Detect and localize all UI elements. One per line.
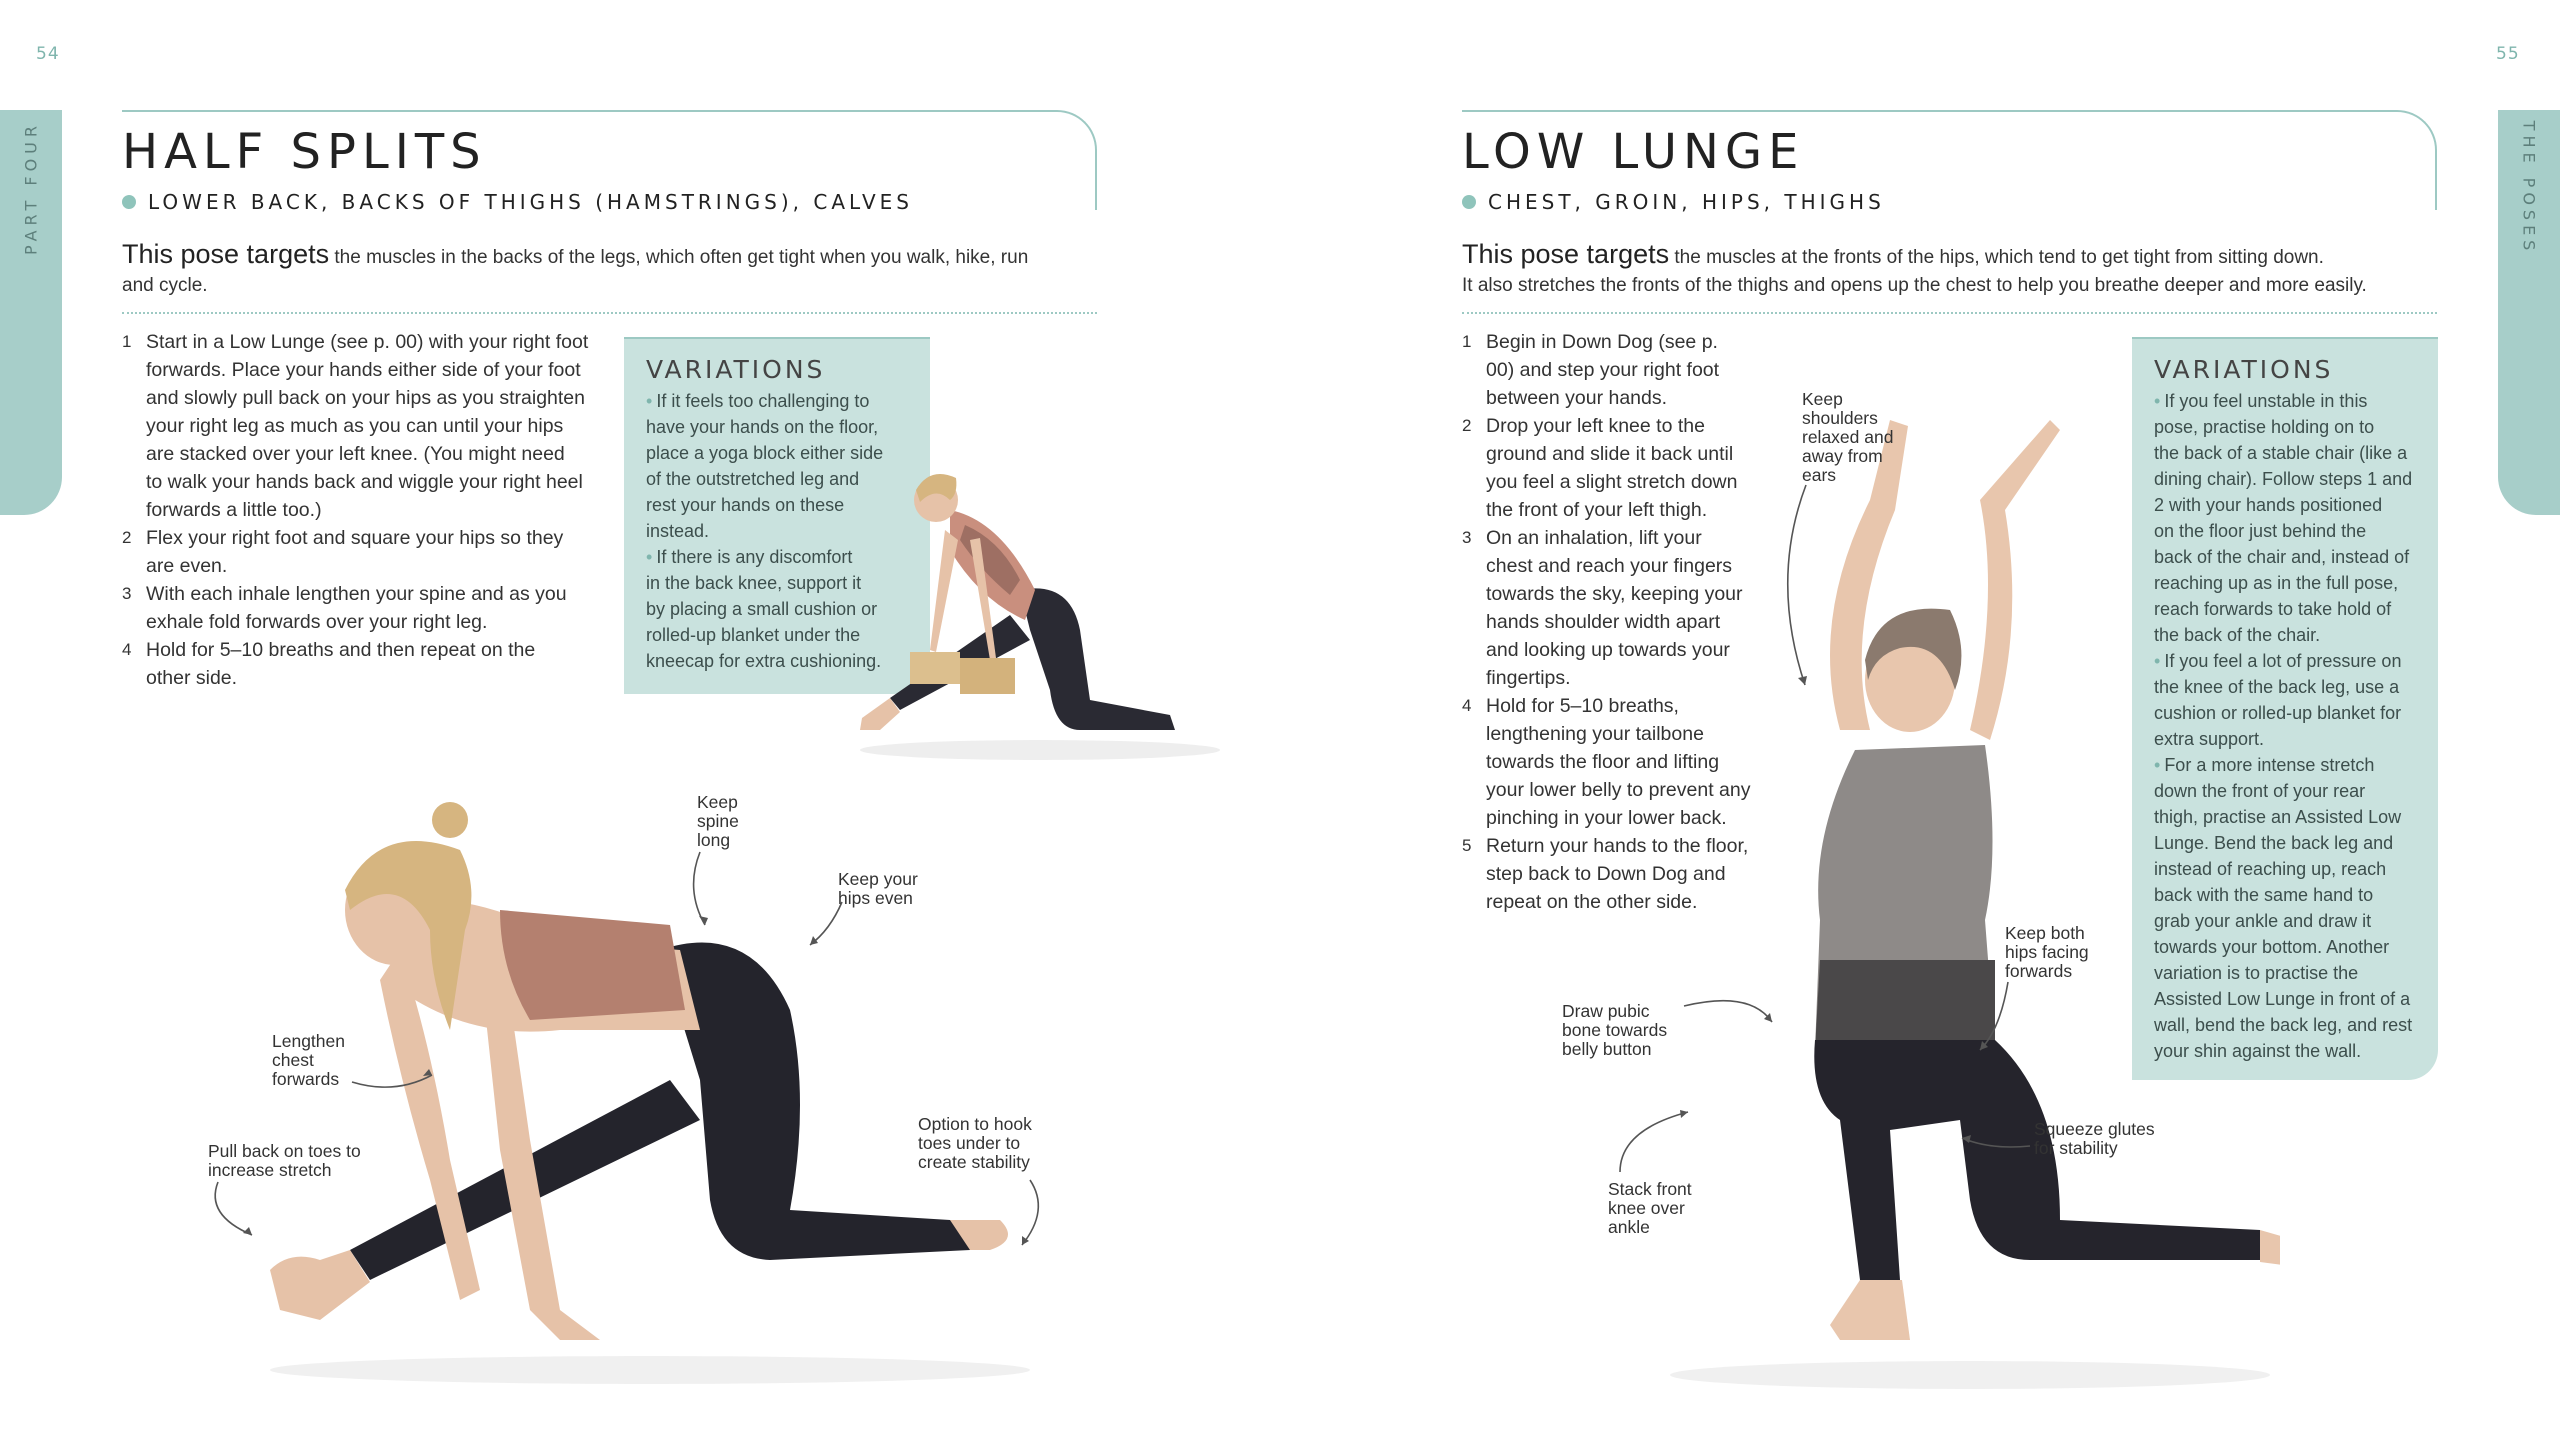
- step-number: 2: [1462, 416, 1472, 435]
- intro-lead: This pose targets: [122, 239, 330, 269]
- step-line: fingertips.: [1486, 667, 1571, 689]
- step-line: ground and slide it back until: [1486, 443, 1734, 465]
- step-line: On an inhalation, lift your: [1486, 527, 1702, 549]
- variation-item: • If it feels too challenging to have your hands on the floor, place a yoga block either side of the outstretched leg and rest your hands on these instead.: [646, 391, 884, 541]
- step-line: Begin in Down Dog (see p.: [1486, 331, 1718, 353]
- intro-line: and cycle.: [122, 275, 208, 296]
- variation-item: • If you feel a lot of pressure on the knee of the back leg, use a cushion or rolled-up blanket for extra support.: [2154, 651, 2402, 749]
- step-line: Flex your right foot and square your hips so they: [146, 527, 564, 549]
- intro-line: the muscles at the fronts of the hips, which tend to get tight from sitting down.: [1674, 247, 2324, 268]
- target-areas: LOWER BACK, BACKS OF THIGHS (HAMSTRINGS), CALVES: [148, 190, 913, 214]
- intro-line: It also stretches the fronts of the thighs and opens up the chest to help you breathe deeper and more easily.: [1462, 275, 2367, 296]
- step-line: step back to Down Dog and: [1486, 863, 1726, 885]
- callout-pubic: Draw pubic bone towards belly button: [1562, 1001, 1668, 1059]
- intro-line: the muscles in the backs of the legs, which often get tight when you walk, hike, run: [334, 247, 1029, 268]
- step-line: are stacked over your left knee. (You might need: [146, 443, 565, 465]
- variation-item: • For a more intense stretch down the front of your rear thigh, practise an Assisted Low Lunge. Bend the back leg and instead of reaching up, reach back with the same hand to grab your ankle and draw it towards your bottom. Another variation is to practise the Assisted Low Lunge in front of a wall, bend the back leg, and rest your shin against the wall.: [2154, 755, 2413, 1061]
- callout-knee: Stack front knee over ankle: [1608, 1179, 1692, 1237]
- callout-toes: Pull back on toes to increase stretch: [208, 1141, 361, 1180]
- step-line: and looking up towards your: [1486, 639, 1730, 661]
- step-line: your lower belly to prevent any: [1486, 779, 1751, 801]
- side-tab-label: PART FOUR: [21, 120, 41, 255]
- variation-item: • If there is any discomfort in the back knee, support it by placing a small cushion or rolled-up blanket under the kneecap for extra cushioning.: [646, 547, 882, 671]
- variation-item: • If you feel unstable in this pose, practise holding on to the back of a stable chair (like a dining chair). Follow steps 1 and 2 with your hands positioned on the floor just behind the back of the chair and, instead of reaching up as in the full pose, reach forwards to take hold of the back of the chair.: [2154, 391, 2413, 645]
- step-line: forwards a little too.): [146, 499, 322, 521]
- pose-title: LOW LUNGE: [1462, 124, 1805, 180]
- step-number: 5: [1462, 836, 1472, 855]
- step-line: hands shoulder width apart: [1486, 611, 1721, 633]
- step-number: 3: [1462, 528, 1472, 547]
- step-line: exhale fold forwards over your right leg.: [146, 611, 488, 633]
- step-line: With each inhale lengthen your spine and as you: [146, 583, 567, 605]
- step-line: forwards. Place your hands either side of your foot: [146, 359, 581, 381]
- variations-title: VARIATIONS: [2154, 355, 2334, 384]
- step-line: other side.: [146, 667, 238, 689]
- callout-hook: Option to hook toes under to create stability: [918, 1114, 1032, 1172]
- step-line: towards the sky, keeping your: [1486, 583, 1743, 605]
- step-line: chest and reach your fingers: [1486, 555, 1733, 577]
- step-number: 1: [122, 332, 132, 351]
- step-line: Return your hands to the floor,: [1486, 835, 1749, 857]
- step-number: 2: [122, 528, 132, 547]
- step-line: lengthening your tailbone: [1486, 723, 1704, 745]
- callout-shoulders: Keep shoulders relaxed and away from ears: [1802, 389, 1894, 485]
- target-areas: CHEST, GROIN, HIPS, THIGHS: [1488, 190, 1885, 214]
- variations-title: VARIATIONS: [646, 355, 826, 384]
- step-line: to walk your hands back and wiggle your right heel: [146, 471, 583, 493]
- callout-spine: Keep spine long: [697, 792, 739, 850]
- side-tab-label: THE POSES: [2519, 120, 2539, 255]
- step-number: 3: [122, 584, 132, 603]
- callout-glutes: Squeeze glutes for stability: [2034, 1119, 2155, 1158]
- step-line: Drop your left knee to the: [1486, 415, 1705, 437]
- step-line: Hold for 5–10 breaths,: [1486, 695, 1679, 717]
- step-number: 4: [122, 640, 132, 659]
- callout-chest: Lengthen chest forwards: [272, 1031, 345, 1089]
- step-line: and slowly pull back on your hips as you straighten: [146, 387, 585, 409]
- step-line: your right leg as much as you can until your hips: [146, 415, 564, 437]
- step-number: 4: [1462, 696, 1472, 715]
- step-line: Hold for 5–10 breaths and then repeat on the: [146, 639, 536, 661]
- intro-lead: This pose targets: [1462, 239, 1670, 269]
- callout-hips: Keep your hips even: [838, 869, 918, 908]
- page-number-right: 55: [2496, 44, 2520, 64]
- callout-hips: Keep both hips facing forwards: [2005, 923, 2089, 981]
- step-number: 1: [1462, 332, 1472, 351]
- step-line: the front of your left thigh.: [1486, 499, 1708, 521]
- step-line: repeat on the other side.: [1486, 891, 1698, 913]
- step-line: between your hands.: [1486, 387, 1668, 409]
- step-line: you feel a slight stretch down: [1486, 471, 1738, 493]
- step-line: pinching in your lower back.: [1486, 807, 1727, 829]
- page-number-left: 54: [36, 44, 60, 64]
- pose-title: HALF SPLITS: [122, 124, 487, 180]
- step-line: towards the floor and lifting: [1486, 751, 1720, 773]
- step-line: are even.: [146, 555, 228, 577]
- step-line: 00) and step your right foot: [1486, 359, 1720, 381]
- step-line: Start in a Low Lunge (see p. 00) with your right foot: [146, 331, 589, 353]
